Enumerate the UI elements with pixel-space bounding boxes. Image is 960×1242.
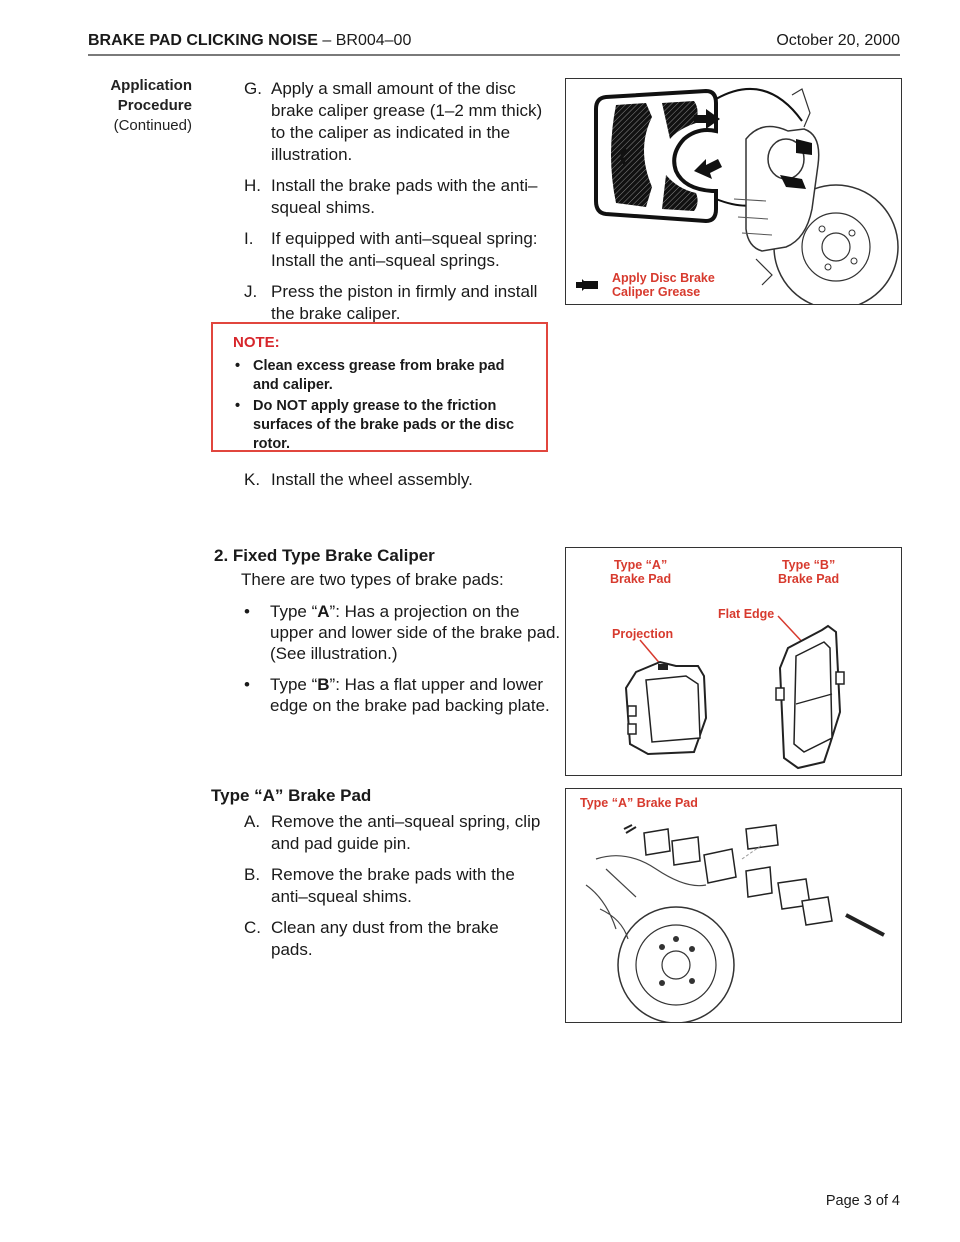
- bullet-key: A: [317, 602, 330, 621]
- steps-list-1: [244, 78, 544, 334]
- header-title: BRAKE PAD CLICKING NOISE: [88, 32, 318, 49]
- step-text: Install the wheel assembly.: [271, 470, 473, 489]
- header-code: BR004–00: [335, 32, 412, 49]
- step-letter: A.: [244, 812, 261, 831]
- step-text: If equipped with anti–squeal spring: Install the anti–squeal springs.: [271, 229, 538, 270]
- step-g: [244, 78, 544, 166]
- sidebar-line2: Procedure: [117, 97, 192, 114]
- bullet-dot: •: [235, 398, 241, 414]
- step-letter: B.: [244, 865, 261, 884]
- figure1-label-line2: Caliper Grease: [612, 285, 701, 299]
- step-b: [244, 864, 544, 908]
- flat-edge-label: Flat Edge: [718, 607, 775, 621]
- figure3-label: Type “A” Brake Pad: [580, 796, 698, 810]
- step-text: Apply a small amount of the disc brake caliper grease (1–2 mm thick) to the caliper as indicated in the illustration.: [271, 79, 543, 164]
- projection-label: Projection: [612, 627, 674, 641]
- figure-type-a-exploded: [565, 788, 902, 1023]
- note-item: [233, 397, 534, 454]
- bullet-dot: •: [244, 602, 250, 621]
- sidebar-line1: Application: [110, 77, 192, 94]
- step-letter: H.: [244, 176, 261, 195]
- figure-caliper-grease: [565, 78, 902, 305]
- header-rule: [88, 54, 900, 56]
- step-c: [244, 917, 544, 961]
- sidebar-label: [80, 76, 192, 136]
- bullet-pre: Type “: [270, 602, 318, 621]
- figure-pad-types: [565, 547, 902, 776]
- step-letter: G.: [244, 79, 262, 98]
- type-b-label-line2: Brake Pad: [778, 572, 840, 586]
- bullet-pre: Type “: [270, 675, 318, 694]
- section-title-type-a: Type “A” Brake Pad: [211, 786, 372, 805]
- page-number: Page 3 of 4: [825, 1193, 900, 1209]
- type-a-label: [610, 558, 671, 586]
- section-title-fixed-caliper: 2. Fixed Type Brake Caliper: [214, 546, 435, 565]
- step-text: Press the piston in firmly and install the brake caliper.: [271, 282, 538, 323]
- header-date: October 20, 2000: [776, 32, 900, 49]
- bullet-post: ”: Has a flat upper and lower edge on the brake pad backing plate.: [270, 675, 550, 715]
- type-a-label-line1: Type “A”: [613, 558, 668, 572]
- step-a: [244, 811, 544, 855]
- step-text: Remove the brake pads with the anti–squeal shims.: [271, 865, 515, 906]
- note-box: [211, 322, 548, 452]
- header-title-block: [88, 32, 411, 50]
- note-title: NOTE:: [233, 334, 280, 351]
- step-text: Clean any dust from the brake pads.: [271, 918, 499, 959]
- note-item-text: Do NOT apply grease to the friction surfaces of the brake pads or the disc rotor.: [253, 398, 515, 452]
- sidebar-line3: (Continued): [113, 117, 192, 134]
- type-a-exploded-illustration: [566, 789, 902, 1023]
- bullet-post: ”: Has a projection on the upper and lower side of the brake pad. (See illustration.): [270, 602, 561, 663]
- step-letter: C.: [244, 918, 261, 937]
- type-b-label: [778, 558, 839, 586]
- step-text: Install the brake pads with the anti–squeal shims.: [271, 176, 538, 217]
- step-letter: I.: [244, 229, 254, 248]
- header-separator: –: [317, 32, 336, 49]
- steps-list-type-a: [244, 811, 544, 970]
- note-item-text: Clean excess grease from brake pad and caliper.: [253, 358, 505, 393]
- type-a-label-line2: Brake Pad: [610, 572, 672, 586]
- step-j: [244, 281, 544, 325]
- step-text: Remove the anti–squeal spring, clip and pad guide pin.: [271, 812, 541, 853]
- section-intro: There are two types of brake pads:: [241, 570, 504, 589]
- type-b-label-line1: Type “B”: [781, 558, 836, 572]
- step-letter: K.: [244, 470, 261, 489]
- bullet-type-b: [244, 674, 564, 716]
- bullet-dot: •: [244, 675, 250, 694]
- step-h: [244, 175, 544, 219]
- figure1-label: [612, 271, 715, 299]
- bullet-key: B: [317, 675, 330, 694]
- note-item: [233, 357, 534, 395]
- step-letter: J.: [244, 282, 258, 301]
- steps-list-k: [244, 469, 544, 500]
- bullet-dot: •: [235, 358, 241, 374]
- bullet-type-a: [244, 601, 564, 664]
- step-k: [244, 469, 544, 491]
- step-i: [244, 228, 544, 272]
- figure1-label-line1: Apply Disc Brake: [612, 271, 715, 285]
